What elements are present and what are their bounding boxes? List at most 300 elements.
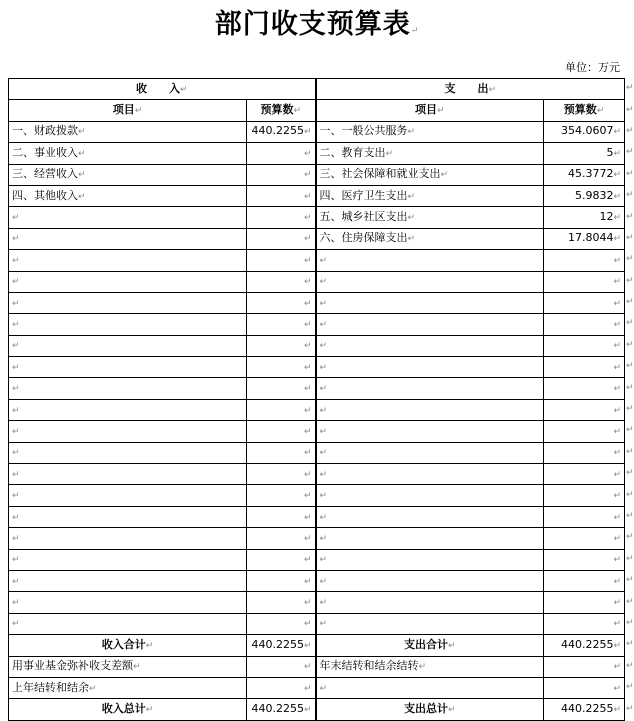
row-end-mark-icon: ↵ <box>626 404 634 415</box>
expense-carryover-label <box>316 656 544 677</box>
income-carryover-value <box>247 656 316 677</box>
expense-item-cell <box>316 357 544 378</box>
paragraph-mark-icon: ↵ <box>613 298 622 309</box>
income-subtotal-label-text: 收入合计 <box>101 637 146 651</box>
expense-total-label-text: 支出总计 <box>403 702 448 716</box>
expense-budget-cell-text: 17.8044 <box>567 231 614 245</box>
income-budget-cell <box>247 292 316 313</box>
expense-section-header: 支 出↵ <box>316 79 625 100</box>
paragraph-mark-icon: ↵ <box>613 341 622 352</box>
paragraph-mark-icon: ↵ <box>319 319 328 330</box>
paragraph-mark-icon: ↵ <box>303 598 312 609</box>
income-item-cell <box>9 292 247 313</box>
unit-label: 单位：万元 <box>565 61 620 74</box>
expense-budget-cell <box>544 185 625 206</box>
income-budget-header: 预算数↵ <box>247 100 316 121</box>
paragraph-mark-icon: ↵ <box>303 213 312 224</box>
paragraph-mark-icon: ↵ <box>12 426 20 437</box>
column-header-row <box>9 100 625 121</box>
paragraph-mark-icon: ↵ <box>12 213 20 224</box>
income-budget-cell <box>247 442 316 463</box>
expense-budget-cell <box>544 549 625 570</box>
paragraph-mark-icon: ↵ <box>447 640 456 651</box>
income-budget-cell <box>247 506 316 527</box>
carryover-row <box>9 677 625 698</box>
income-budget-cell <box>247 143 316 164</box>
paragraph-mark-icon: ↵ <box>303 362 312 373</box>
paragraph-mark-icon: ↵ <box>418 662 427 673</box>
row-end-mark-icon: ↵ <box>626 147 634 158</box>
paragraph-mark-icon: ↵ <box>319 405 328 416</box>
paragraph-mark-icon: ↵ <box>613 426 622 437</box>
paragraph-mark-icon: ↵ <box>440 170 449 181</box>
paragraph-mark-icon: ↵ <box>613 705 622 716</box>
income-budget-cell <box>247 121 316 142</box>
expense-item-cell-text: 三、社会保障和就业支出 <box>319 167 441 181</box>
expense-budget-cell <box>544 207 625 228</box>
paragraph-mark-icon: ↵ <box>12 362 20 373</box>
paragraph-mark-icon: ↵ <box>319 555 328 566</box>
paragraph-mark-icon: ↵ <box>613 148 622 159</box>
expense-budget-cell <box>544 442 625 463</box>
expense-carryover-value <box>544 656 625 677</box>
income-budget-cell <box>247 549 316 570</box>
table-row <box>9 570 625 591</box>
paragraph-mark-icon: ↵ <box>447 705 456 716</box>
income-budget-cell <box>247 357 316 378</box>
expense-carryover-label <box>316 677 544 698</box>
paragraph-mark-icon: ↵ <box>12 277 20 288</box>
row-end-mark-icon: ↵ <box>626 254 634 265</box>
expense-item-cell <box>316 314 544 335</box>
income-item-cell <box>9 549 247 570</box>
table-row <box>9 121 625 142</box>
paragraph-mark-icon: ↵ <box>303 170 312 181</box>
table-row <box>9 506 625 527</box>
income-item-cell <box>9 121 247 142</box>
income-total-label <box>9 699 247 720</box>
income-item-cell <box>9 228 247 249</box>
expense-budget-cell <box>544 464 625 485</box>
income-section-header: 收 入↵ <box>9 79 316 100</box>
income-item-cell <box>9 613 247 634</box>
paragraph-mark-icon: ↵ <box>89 683 97 694</box>
paragraph-mark-icon: ↵ <box>303 148 312 159</box>
paragraph-mark-icon: ↵ <box>78 170 86 181</box>
expense-budget-cell <box>544 250 625 271</box>
paragraph-mark-icon: ↵ <box>319 362 328 373</box>
row-end-mark-icon: ↵ <box>626 339 634 350</box>
expense-budget-cell-text: 12 <box>599 210 614 224</box>
income-item-cell <box>9 185 247 206</box>
paragraph-mark-icon: ↵ <box>133 662 141 673</box>
paragraph-mark-icon: ↵ <box>319 533 328 544</box>
paragraph-mark-icon: ↵ <box>303 298 312 309</box>
paragraph-mark-icon: ↵ <box>319 426 328 437</box>
paragraph-mark-icon: ↵ <box>12 598 20 609</box>
table-row <box>9 613 625 634</box>
paragraph-mark-icon: ↵ <box>319 277 328 288</box>
income-subtotal-value <box>247 635 316 656</box>
paragraph-mark-icon: ↵ <box>613 640 622 651</box>
income-carryover-label <box>9 677 247 698</box>
row-end-mark-icon: ↵ <box>626 425 634 436</box>
expense-budget-cell <box>544 314 625 335</box>
paragraph-mark-icon: ↵ <box>303 576 312 587</box>
paragraph-mark-icon: ↵ <box>303 255 312 266</box>
income-item-cell <box>9 207 247 228</box>
paragraph-mark-icon: ↵ <box>303 705 312 716</box>
paragraph-mark-icon: ↵ <box>319 298 328 309</box>
income-subtotal-value-text: 440.2255 <box>251 637 304 651</box>
expense-item-cell <box>316 378 544 399</box>
income-item-cell <box>9 506 247 527</box>
paragraph-mark-icon: ↵ <box>12 619 20 630</box>
row-end-mark-icon: ↵ <box>626 617 634 628</box>
expense-item-cell <box>316 613 544 634</box>
table-row <box>9 357 625 378</box>
paragraph-mark-icon: ↵ <box>303 469 312 480</box>
paragraph-mark-icon: ↵ <box>319 512 328 523</box>
paragraph-mark-icon: ↵ <box>145 640 154 651</box>
expense-subtotal-label-text: 支出合计 <box>403 637 448 651</box>
income-item-cell-text: 三、经营收入 <box>12 167 78 181</box>
row-end-mark-icon: ↵ <box>626 468 634 479</box>
income-budget-cell <box>247 613 316 634</box>
table-row <box>9 485 625 506</box>
paragraph-mark-icon: ↵ <box>303 491 312 502</box>
paragraph-mark-icon: ↵ <box>613 469 622 480</box>
paragraph-mark-icon: ↵ <box>303 448 312 459</box>
paragraph-mark-icon: ↵ <box>12 319 20 330</box>
income-carryover-value <box>247 677 316 698</box>
income-total-value-text: 440.2255 <box>251 702 304 716</box>
income-total-label-text: 收入总计 <box>101 702 146 716</box>
paragraph-mark-icon: ↵ <box>12 255 20 266</box>
row-end-mark-icon: ↵ <box>626 660 634 671</box>
paragraph-mark-icon: ↵ <box>319 598 328 609</box>
row-end-mark-icon: ↵ <box>626 168 634 179</box>
paragraph-mark-icon: ↵ <box>613 598 622 609</box>
income-item-cell <box>9 250 247 271</box>
paragraph-mark-icon: ↵ <box>613 491 622 502</box>
paragraph-mark-icon: ↵ <box>303 662 312 673</box>
carryover-row <box>9 656 625 677</box>
expense-carryover-label-text: 年末结转和结余结转 <box>319 659 419 673</box>
paragraph-mark-icon: ↵ <box>303 191 312 202</box>
income-subtotal-label <box>9 635 247 656</box>
paragraph-mark-icon: ↵ <box>613 277 622 288</box>
paragraph-mark-icon: ↵ <box>12 234 20 245</box>
paragraph-mark-icon: ↵ <box>303 555 312 566</box>
income-item-cell <box>9 164 247 185</box>
paragraph-mark-icon: ↵ <box>12 512 20 523</box>
page-title: 部门收支预算表↵ <box>214 9 420 40</box>
income-budget-cell <box>247 228 316 249</box>
expense-budget-cell <box>544 271 625 292</box>
row-end-mark-icon: ↵ <box>626 361 634 372</box>
income-budget-cell <box>247 164 316 185</box>
expense-item-cell <box>316 464 544 485</box>
table-row <box>9 442 625 463</box>
row-end-mark-icon: ↵ <box>626 553 634 564</box>
income-item-cell <box>9 143 247 164</box>
paragraph-mark-icon: ↵ <box>303 319 312 330</box>
expense-budget-cell <box>544 592 625 613</box>
income-item-cell <box>9 528 247 549</box>
expense-budget-cell-text: 45.3772 <box>567 167 614 181</box>
expense-budget-cell <box>544 421 625 442</box>
table-row <box>9 185 625 206</box>
paragraph-mark-icon: ↵ <box>319 341 328 352</box>
row-end-mark-icon: ↵ <box>626 382 634 393</box>
expense-budget-cell <box>544 164 625 185</box>
expense-subtotal-value <box>544 635 625 656</box>
expense-budget-cell <box>544 378 625 399</box>
income-item-cell-text: 四、其他收入 <box>12 188 78 202</box>
paragraph-mark-icon: ↵ <box>613 662 622 673</box>
expense-item-cell <box>316 271 544 292</box>
row-end-mark-icon: ↵ <box>626 682 634 693</box>
paragraph-mark-icon: ↵ <box>303 384 312 395</box>
row-end-mark-icon: ↵ <box>626 232 634 243</box>
paragraph-mark-icon: ↵ <box>613 384 622 395</box>
expense-item-cell <box>316 292 544 313</box>
paragraph-mark-icon: ↵ <box>303 234 312 245</box>
expense-budget-cell <box>544 228 625 249</box>
paragraph-mark-icon: ↵ <box>407 234 416 245</box>
paragraph-mark-icon: ↵ <box>613 191 622 202</box>
income-budget-cell <box>247 528 316 549</box>
row-end-mark-icon: ↵ <box>626 639 634 650</box>
expense-budget-cell <box>544 613 625 634</box>
expense-item-cell <box>316 442 544 463</box>
expense-budget-cell <box>544 357 625 378</box>
paragraph-mark-icon: ↵ <box>12 448 20 459</box>
row-end-mark-icon: ↵ <box>626 275 634 286</box>
paragraph-mark-icon: ↵ <box>12 341 20 352</box>
table-row <box>9 250 625 271</box>
row-end-mark-icon: ↵ <box>626 318 634 329</box>
income-budget-cell <box>247 592 316 613</box>
paragraph-mark-icon: ↵ <box>319 683 328 694</box>
paragraph-mark-icon: ↵ <box>303 277 312 288</box>
income-item-cell <box>9 357 247 378</box>
income-budget-cell-text: 440.2255 <box>251 124 304 138</box>
paragraph-mark-icon: ↵ <box>385 148 394 159</box>
expense-budget-cell <box>544 121 625 142</box>
expense-budget-cell <box>544 143 625 164</box>
expense-item-cell <box>316 528 544 549</box>
expense-budget-cell <box>544 335 625 356</box>
table-row <box>9 464 625 485</box>
paragraph-mark-icon: ↵ <box>613 319 622 330</box>
paragraph-mark-icon: ↵ <box>303 127 312 138</box>
income-item-header: 项目↵ <box>9 100 247 121</box>
income-budget-cell <box>247 421 316 442</box>
income-carryover-label-text: 用事业基金弥补收支差额 <box>12 659 133 673</box>
income-item-cell <box>9 335 247 356</box>
paragraph-mark-icon: ↵ <box>12 298 20 309</box>
income-budget-cell <box>247 250 316 271</box>
paragraph-mark-icon: ↵ <box>319 384 328 395</box>
paragraph-mark-icon: ↵ <box>613 213 622 224</box>
expense-carryover-value <box>544 677 625 698</box>
expense-budget-cell <box>544 570 625 591</box>
paragraph-mark-icon: ↵ <box>303 683 312 694</box>
table-row <box>9 271 625 292</box>
expense-budget-cell <box>544 399 625 420</box>
table-row <box>9 378 625 399</box>
income-budget-cell <box>247 378 316 399</box>
income-item-cell-text: 二、事业收入 <box>12 145 78 159</box>
table-row <box>9 314 625 335</box>
expense-item-cell-text: 四、医疗卫生支出 <box>319 188 408 202</box>
table-row <box>9 207 625 228</box>
paragraph-mark-icon: ↵ <box>613 127 622 138</box>
row-end-mark-icon: ↵ <box>626 104 634 115</box>
expense-total-value <box>544 699 625 720</box>
income-carryover-label <box>9 656 247 677</box>
table-row <box>9 592 625 613</box>
expense-total-value-text: 440.2255 <box>560 702 614 716</box>
expense-budget-cell <box>544 528 625 549</box>
paragraph-mark-icon: ↵ <box>613 234 622 245</box>
budget-table <box>8 78 625 721</box>
row-end-mark-icon: ↵ <box>626 575 634 586</box>
table-row <box>9 421 625 442</box>
income-carryover-label-text: 上年结转和结余 <box>12 680 89 694</box>
expense-budget-cell <box>544 485 625 506</box>
paragraph-mark-icon: ↵ <box>303 533 312 544</box>
expense-budget-header: 预算数↵ <box>544 100 625 121</box>
income-budget-cell <box>247 335 316 356</box>
expense-item-cell-text: 二、教育支出 <box>319 145 386 159</box>
paragraph-mark-icon: ↵ <box>613 405 622 416</box>
paragraph-mark-icon: ↵ <box>613 512 622 523</box>
paragraph-mark-icon: ↵ <box>12 533 20 544</box>
paragraph-mark-icon: ↵ <box>613 683 622 694</box>
row-end-mark-icon: ↵ <box>626 703 634 714</box>
table-row <box>9 164 625 185</box>
expense-item-cell <box>316 185 544 206</box>
expense-budget-cell-text: 5 <box>606 145 614 159</box>
paragraph-mark-icon: ↵ <box>319 255 328 266</box>
paragraph-mark-icon: ↵ <box>319 619 328 630</box>
expense-item-cell <box>316 399 544 420</box>
paragraph-mark-icon: ↵ <box>613 555 622 566</box>
expense-budget-cell-text: 5.9832 <box>574 188 614 202</box>
table-row <box>9 549 625 570</box>
income-budget-cell <box>247 399 316 420</box>
expense-budget-cell <box>544 506 625 527</box>
row-end-mark-icon: ↵ <box>626 489 634 500</box>
paragraph-mark-icon: ↵ <box>613 576 622 587</box>
row-end-mark-icon: ↵ <box>626 511 634 521</box>
paragraph-mark-icon: ↵ <box>303 341 312 352</box>
paragraph-mark-icon: ↵ <box>12 405 20 416</box>
table-row <box>9 399 625 420</box>
table-row <box>9 228 625 249</box>
paragraph-mark-icon: ↵ <box>78 127 86 138</box>
table-row <box>9 292 625 313</box>
income-item-cell <box>9 421 247 442</box>
table-row <box>9 335 625 356</box>
income-item-cell <box>9 378 247 399</box>
paragraph-mark-icon: ↵ <box>12 555 20 566</box>
row-end-mark-icon: ↵ <box>626 297 634 308</box>
expense-item-cell <box>316 250 544 271</box>
paragraph-mark-icon: ↵ <box>613 448 622 459</box>
income-item-cell-text: 一、财政拨款 <box>12 124 78 138</box>
paragraph-mark-icon: ↵ <box>145 705 154 716</box>
expense-subtotal-label <box>316 635 544 656</box>
expense-budget-cell <box>544 292 625 313</box>
income-budget-cell <box>247 485 316 506</box>
expense-item-cell-text: 一、一般公共服务 <box>319 124 408 138</box>
paragraph-mark-icon: ↵ <box>12 469 20 480</box>
total-row <box>9 699 625 720</box>
table-row <box>9 143 625 164</box>
paragraph-mark-icon: ↵ <box>12 384 20 395</box>
row-end-mark-icon: ↵ <box>626 125 634 136</box>
paragraph-mark-icon: ↵ <box>303 512 312 523</box>
paragraph-mark-icon: ↵ <box>613 533 622 544</box>
income-item-cell <box>9 570 247 591</box>
income-item-cell <box>9 271 247 292</box>
income-item-cell <box>9 314 247 335</box>
row-end-mark-icon: ↵ <box>626 83 634 94</box>
income-item-cell <box>9 399 247 420</box>
expense-item-cell <box>316 121 544 142</box>
income-budget-cell <box>247 271 316 292</box>
expense-item-cell-text: 六、住房保障支出 <box>319 231 408 245</box>
income-budget-cell <box>247 207 316 228</box>
expense-item-cell <box>316 506 544 527</box>
row-end-mark-icon: ↵ <box>626 596 634 607</box>
paragraph-mark-icon: ↵ <box>407 213 416 224</box>
expense-item-cell <box>316 164 544 185</box>
paragraph-mark-icon: ↵ <box>12 576 20 587</box>
expense-item-cell <box>316 421 544 442</box>
paragraph-mark-icon: ↵ <box>303 426 312 437</box>
subtotal-row <box>9 635 625 656</box>
income-budget-cell <box>247 570 316 591</box>
paragraph-mark-icon: ↵ <box>613 170 622 181</box>
paragraph-mark-icon: ↵ <box>303 640 312 651</box>
paragraph-mark-icon: ↵ <box>78 191 86 202</box>
expense-item-cell <box>316 143 544 164</box>
paragraph-mark-icon: ↵ <box>407 191 416 202</box>
section-header-row <box>9 79 625 100</box>
income-item-cell <box>9 485 247 506</box>
paragraph-mark-icon: ↵ <box>303 619 312 630</box>
expense-item-cell <box>316 592 544 613</box>
row-end-mark-icon: ↵ <box>626 446 634 457</box>
expense-item-cell-text: 五、城乡社区支出 <box>319 210 408 224</box>
expense-item-cell <box>316 228 544 249</box>
paragraph-mark-icon: ↵ <box>319 576 328 587</box>
paragraph-mark-icon: ↵ <box>319 448 328 459</box>
paragraph-mark-icon: ↵ <box>78 148 86 159</box>
expense-total-label <box>316 699 544 720</box>
income-budget-cell <box>247 464 316 485</box>
paragraph-mark-icon: ↵ <box>613 255 622 266</box>
income-item-cell <box>9 442 247 463</box>
income-budget-cell <box>247 185 316 206</box>
income-item-cell <box>9 592 247 613</box>
income-total-value <box>247 699 316 720</box>
